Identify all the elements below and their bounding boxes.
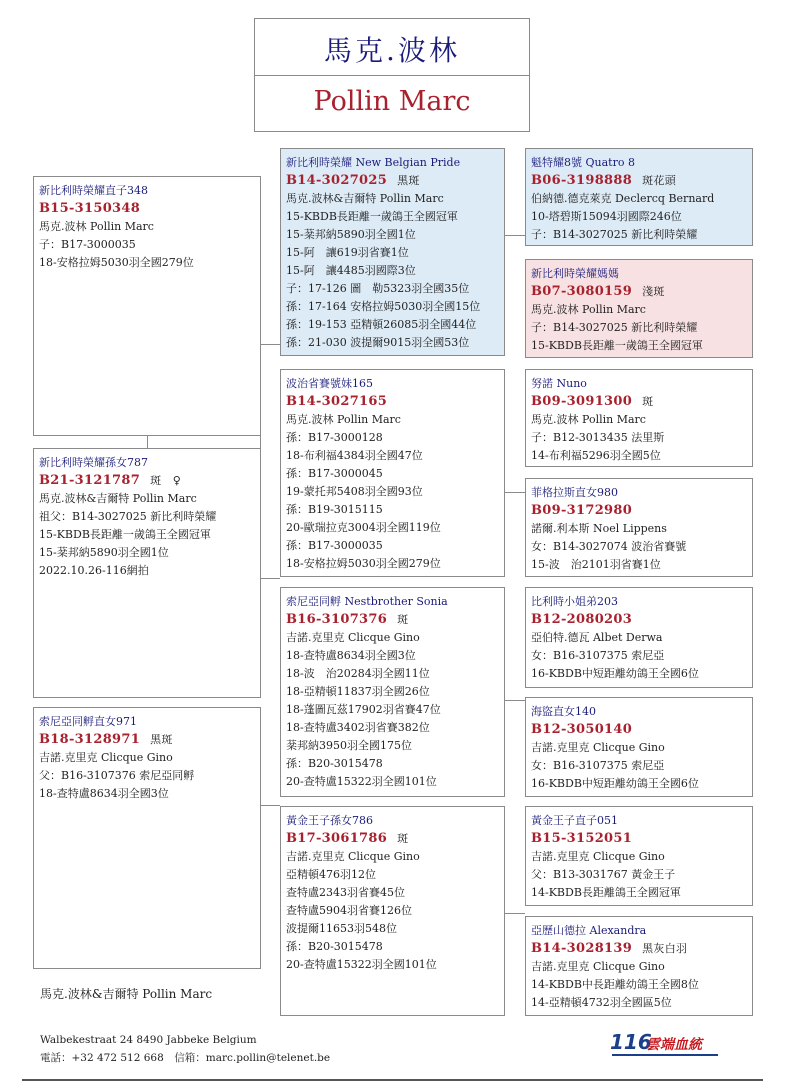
sire-dam-card bbox=[525, 259, 753, 358]
info-line: 20-歐瑞拉克3004羽全國119位 bbox=[286, 521, 441, 534]
info-line: 15-棻邦納5890羽全國1位 bbox=[286, 228, 416, 241]
footer-rule bbox=[22, 1079, 763, 1081]
ring-number: B21-3121787 bbox=[39, 473, 141, 488]
pigeon-name: 海盜直女140 bbox=[531, 705, 596, 718]
mate-sire-sire-card bbox=[525, 587, 753, 688]
title-chinese: 馬克.波林 bbox=[324, 34, 460, 67]
info-line: 孫：B17-3000045 bbox=[286, 467, 383, 480]
info-line: 吉諾.克里克 Clicque Gino bbox=[531, 850, 665, 863]
info-line: 14-亞精頓4732羽全國區5位 bbox=[531, 996, 672, 1009]
contact-line: 電話：+32 472 512 668 信箱：marc.pollin@telenet.be bbox=[40, 1052, 331, 1064]
address-line: Walbekestraat 24 8490 Jabbeke Belgium bbox=[40, 1034, 257, 1046]
info-line: 18-查特盧8634羽全國3位 bbox=[39, 787, 169, 800]
info-line: 吉諾.克里克 Clicque Gino bbox=[286, 631, 420, 644]
info-line: 孫：17-164 安格拉姆5030羽全國15位 bbox=[286, 300, 481, 313]
info-line: 15-棻邦納5890羽全國1位 bbox=[39, 546, 169, 559]
brand-logo bbox=[610, 1030, 730, 1058]
header-divider bbox=[255, 75, 529, 76]
info-line: 18-安格拉姆5030羽全國279位 bbox=[286, 557, 441, 570]
info-line: 孫：B19-3015115 bbox=[286, 503, 383, 516]
mate-sire-dam-card bbox=[525, 697, 753, 797]
ring-number: B16-3107376 bbox=[286, 612, 388, 627]
color-label: 斑 ♀ bbox=[150, 474, 182, 487]
info-line: 18-安格拉姆5030羽全國279位 bbox=[39, 256, 194, 269]
info-line: 18-蓬圖瓦茲17902羽省賽47位 bbox=[286, 703, 441, 716]
owner-label: 馬克.波林&吉爾特 Pollin Marc bbox=[40, 987, 213, 1001]
pigeon-name: 索尼亞同孵直女971 bbox=[39, 715, 137, 728]
info-line: 子：B17-3000035 bbox=[39, 238, 136, 251]
dam-sire-card bbox=[525, 369, 753, 467]
pigeon-name: 魁特耀8號 Quatro 8 bbox=[531, 156, 635, 169]
ring-number: B17-3061786 bbox=[286, 831, 388, 846]
pigeon-name: 比利時小姐弟203 bbox=[531, 595, 618, 608]
ring-number: B06-3198888 bbox=[531, 173, 633, 188]
info-line: 女：B14-3027074 波治省賽號 bbox=[531, 540, 687, 553]
info-line: 孫：B20-3015478 bbox=[286, 940, 383, 953]
info-line: 孫：B17-3000128 bbox=[286, 431, 383, 444]
connector-line bbox=[505, 913, 525, 914]
mate-dam-box-card bbox=[33, 707, 261, 969]
color-label: 斑 bbox=[397, 832, 409, 845]
info-line: 亞伯特.德瓦 Albet Derwa bbox=[531, 631, 663, 644]
info-line: 女：B16-3107375 索尼亞 bbox=[531, 649, 665, 662]
info-line: 15-阿 讓4485羽國際3位 bbox=[286, 264, 416, 277]
info-line: 查特盧2343羽省賽45位 bbox=[286, 886, 405, 899]
info-line: 孫：19-153 亞精頓26085羽全國44位 bbox=[286, 318, 477, 331]
ring-number: B12-3050140 bbox=[531, 722, 633, 737]
info-line: 16-KBDB中短距離幼鴿王全國6位 bbox=[531, 777, 699, 790]
pigeon-name: 波治省賽號妹165 bbox=[286, 377, 373, 390]
info-line: 吉諾.克里克 Clicque Gino bbox=[39, 751, 173, 764]
info-line: 吉諾.克里克 Clicque Gino bbox=[531, 960, 665, 973]
ring-number: B09-3091300 bbox=[531, 394, 633, 409]
connector-line bbox=[505, 700, 525, 701]
info-line: 孫：B17-3000035 bbox=[286, 539, 383, 552]
info-line: 吉諾.克里克 Clicque Gino bbox=[531, 741, 665, 754]
info-line: 14-KBDB長距離鴿王全國冠軍 bbox=[531, 886, 681, 899]
sire-card bbox=[280, 148, 505, 356]
pigeon-name: 索尼亞同孵 Nestbrother Sonia bbox=[286, 595, 448, 608]
pigeon-name: 新比利時榮耀媽媽 bbox=[531, 267, 619, 280]
info-line: 14-KBDB中長距離幼鴿王全國8位 bbox=[531, 978, 699, 991]
connector-line bbox=[260, 805, 280, 806]
info-line: 18-亞精頓11837羽全國26位 bbox=[286, 685, 430, 698]
info-line: 10-塔碧斯15094羽國際246位 bbox=[531, 210, 682, 223]
dam-dam-card bbox=[525, 478, 753, 577]
mate-sire-card bbox=[280, 587, 505, 797]
info-line: 馬克.波林 Pollin Marc bbox=[286, 413, 401, 426]
info-line: 子：B12-3013435 法里斯 bbox=[531, 431, 665, 444]
info-line: 子：B14-3027025 新比利時榮耀 bbox=[531, 321, 698, 334]
pigeon-name: 菲格拉斯直女980 bbox=[531, 486, 618, 499]
ring-number: B15-3150348 bbox=[39, 201, 141, 216]
ring-number: B14-3028139 bbox=[531, 941, 633, 956]
title-english: Pollin Marc bbox=[313, 86, 471, 117]
header-box bbox=[254, 18, 530, 132]
info-line: 亞精頓476羽12位 bbox=[286, 868, 376, 881]
info-line: 馬克.波林 Pollin Marc bbox=[531, 303, 646, 316]
info-line: 伯納德.德克萊克 Declercq Bernard bbox=[531, 192, 715, 205]
info-line: 孫：21-030 波提爾9015羽全國53位 bbox=[286, 336, 470, 349]
info-line: 棻邦納3950羽全國175位 bbox=[286, 739, 412, 752]
info-line: 女：B16-3107375 索尼亞 bbox=[531, 759, 665, 772]
info-line: 祖父：B14-3027025 新比利時榮耀 bbox=[39, 510, 217, 523]
pigeon-name: 努諾 Nuno bbox=[531, 377, 587, 390]
dam-card bbox=[280, 369, 505, 577]
ring-number: B15-3152051 bbox=[531, 831, 633, 846]
color-label: 黑斑 bbox=[150, 733, 173, 746]
color-label: 斑 bbox=[397, 613, 409, 626]
info-line: 馬克.波林 Pollin Marc bbox=[531, 413, 646, 426]
color-label: 斑花頭 bbox=[642, 174, 676, 187]
pigeon-name: 亞歷山德拉 Alexandra bbox=[531, 924, 647, 937]
connector-line bbox=[147, 436, 148, 448]
ring-number: B12-2080203 bbox=[531, 612, 633, 627]
info-line: 18-查特盧8634羽全國3位 bbox=[286, 649, 416, 662]
connector-line bbox=[260, 578, 280, 579]
ring-number: B14-3027165 bbox=[286, 394, 388, 409]
connector-line bbox=[505, 492, 525, 493]
info-line: 15-KBDB長距離一歲鴿王全國冠軍 bbox=[39, 528, 211, 541]
info-line: 16-KBDB中短距離幼鴿王全國6位 bbox=[531, 667, 699, 680]
info-line: 18-查特盧3402羽省賽382位 bbox=[286, 721, 430, 734]
mate-dam-sire-card bbox=[525, 806, 753, 906]
connector-line bbox=[505, 235, 525, 236]
pigeon-name: 黃金王子孫女786 bbox=[286, 814, 373, 827]
color-label: 黑斑 bbox=[397, 174, 420, 187]
pigeon-name: 新比利時榮耀孫女787 bbox=[39, 456, 148, 469]
subject-card bbox=[33, 176, 261, 436]
info-line: 20-查特盧15322羽全國101位 bbox=[286, 775, 437, 788]
info-line: 孫：B20-3015478 bbox=[286, 757, 383, 770]
info-line: 15-波 治2101羽省賽1位 bbox=[531, 558, 661, 571]
ring-number: B09-3172980 bbox=[531, 503, 633, 518]
info-line: 14-布利福5296羽全國5位 bbox=[531, 449, 661, 462]
mate-dam-card bbox=[280, 806, 505, 1016]
info-line: 查特盧5904羽省賽126位 bbox=[286, 904, 412, 917]
logo-underline bbox=[612, 1054, 718, 1056]
info-line: 諾爾.利本斯 Noel Lippens bbox=[531, 522, 667, 535]
info-line: 吉諾.克里克 Clicque Gino bbox=[286, 850, 420, 863]
info-line: 馬克.波林&吉爾特 Pollin Marc bbox=[286, 192, 444, 205]
logo-text: 雲端血統 bbox=[646, 1037, 702, 1053]
info-line: 父：B13-3031767 黃金王子 bbox=[531, 868, 676, 881]
pigeon-name: 新比利時榮耀 New Belgian Pride bbox=[286, 156, 461, 169]
info-line: 15-KBDB長距離一歲鴿王全國冠軍 bbox=[286, 210, 458, 223]
color-label: 淺斑 bbox=[642, 285, 665, 298]
mate-card bbox=[33, 448, 261, 698]
ring-number: B18-3128971 bbox=[39, 732, 141, 747]
pigeon-name: 黃金王子直子051 bbox=[531, 814, 618, 827]
ring-number: B07-3080159 bbox=[531, 284, 633, 299]
info-line: 父：B16-3107376 索尼亞同孵 bbox=[39, 769, 195, 782]
info-line: 2022.10.26-116網拍 bbox=[39, 564, 149, 577]
color-label: 斑 bbox=[642, 395, 654, 408]
info-line: 19-蒙托邦5408羽全國93位 bbox=[286, 485, 423, 498]
logo-number: 116 bbox=[610, 1030, 652, 1054]
info-line: 18-布利福4384羽全國47位 bbox=[286, 449, 423, 462]
info-line: 馬克.波林&吉爾特 Pollin Marc bbox=[39, 492, 197, 505]
info-line: 馬克.波林 Pollin Marc bbox=[39, 220, 154, 233]
info-line: 20-查特盧15322羽全國101位 bbox=[286, 958, 437, 971]
info-line: 子：17-126 圖 勒5323羽全國35位 bbox=[286, 282, 470, 295]
info-line: 波提爾11653羽548位 bbox=[286, 922, 397, 935]
pigeon-name: 新比利時榮耀直子348 bbox=[39, 184, 148, 197]
ring-number: B14-3027025 bbox=[286, 173, 388, 188]
color-label: 黑灰白羽 bbox=[642, 942, 688, 955]
info-line: 子：B14-3027025 新比利時榮耀 bbox=[531, 228, 698, 241]
sire-sire-card bbox=[525, 148, 753, 246]
info-line: 15-KBDB長距離一歲鴿王全國冠軍 bbox=[531, 339, 703, 352]
mate-dam-dam-card bbox=[525, 916, 753, 1016]
connector-line bbox=[260, 344, 280, 345]
info-line: 15-阿 讓619羽省賽1位 bbox=[286, 246, 409, 259]
info-line: 18-波 治20284羽全國11位 bbox=[286, 667, 430, 680]
